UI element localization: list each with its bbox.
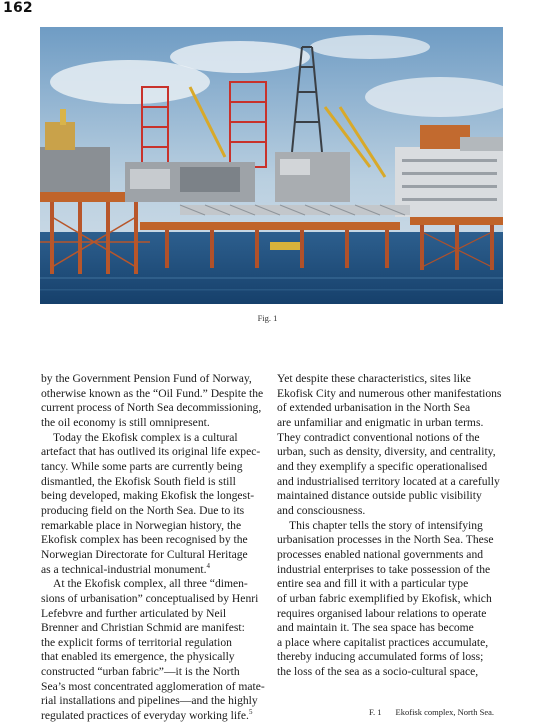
text-line-content: and maintain it. The sea space has become: [277, 621, 474, 635]
text-line-content: sions of urbanisation” conceptualised by Henri: [41, 591, 259, 605]
text-line: [277, 665, 502, 680]
text-line-content: by the Government Pension Fund of Norway,: [41, 372, 252, 385]
text-line: [277, 372, 502, 387]
text-line-content: Yet despite these characteristics, sites like: [277, 372, 471, 385]
text-line: [277, 489, 502, 504]
text-line-content: that enabled its emergence, the physically: [41, 650, 235, 664]
text-line: [41, 592, 273, 607]
text-line: [41, 519, 273, 534]
text-line: [277, 445, 502, 460]
text-line-content: being developed, making Ekofisk the longest-: [41, 489, 255, 503]
text-line: [277, 401, 502, 416]
text-line-content: Today the Ekofisk complex is a cultural: [53, 430, 238, 444]
text-line-content: thereby inducing accumulated forms of loss;: [277, 650, 484, 664]
text-line: [41, 650, 273, 665]
text-line-content: entire sea and fill it with a particular type: [277, 577, 469, 591]
figure-caption: [369, 707, 494, 717]
text-line: [277, 460, 502, 475]
text-line-content: Ekofisk complex has been recognised by the: [41, 533, 248, 547]
text-line-content: the explicit forms of territorial regulation: [41, 635, 232, 649]
text-line: [41, 563, 273, 578]
text-line: [277, 607, 502, 622]
text-line: [277, 431, 502, 446]
page-number: 162: [3, 0, 33, 16]
text-line-content: This chapter tells the story of intensifying: [289, 518, 483, 532]
text-line-content: urban, such as density, diversity, and centrality,: [277, 445, 496, 459]
text-line-content: requires organised labour relations to operate: [277, 606, 487, 620]
text-line: [277, 387, 502, 402]
text-line: [41, 489, 273, 504]
text-line: [277, 519, 502, 534]
text-line-content: of urban fabric exemplified by Ekofisk, which: [277, 591, 492, 605]
figure-label: Fig. 1: [257, 313, 278, 323]
text-line: [277, 621, 502, 636]
right-text-column: [277, 372, 502, 680]
text-line: [277, 475, 502, 490]
text-line: [41, 680, 273, 695]
text-line-content: a place where capitalist practices accumulate,: [277, 635, 489, 649]
text-line: [41, 416, 273, 431]
text-line: [41, 504, 273, 519]
text-line: [41, 401, 273, 416]
text-line-content: of extended urbanisation in the North Sea: [277, 401, 471, 415]
text-line: [41, 636, 273, 651]
text-line: [41, 431, 273, 446]
caption-number: F. 1: [369, 707, 382, 717]
text-line-content: producing field on the North Sea. Due to its: [41, 503, 245, 517]
text-line: [41, 372, 273, 387]
left-text-column: [41, 372, 273, 724]
text-line: [41, 387, 273, 402]
text-line-content: current process of North Sea decommissioning,: [41, 401, 262, 415]
text-line-content: artefact that has outlived its original life expec-: [41, 445, 261, 459]
text-line-content: tancy. While some parts are currently being: [41, 459, 243, 473]
text-line: [277, 548, 502, 563]
text-line: [277, 563, 502, 578]
text-line-content: Norwegian Directorate for Cultural Heritage: [41, 547, 248, 561]
text-line-content: otherwise known as the “Oil Fund.” Despite the: [41, 386, 264, 400]
text-line: [41, 577, 273, 592]
text-line-content: rial installations and pipelines—and the highly: [41, 694, 258, 708]
text-line-content: industrial enterprises to take possession of the: [277, 562, 491, 576]
footnote-marker: 5: [248, 708, 253, 717]
text-line: [277, 592, 502, 607]
text-line: [41, 460, 273, 475]
caption-text: Ekofisk complex, North Sea.: [395, 707, 494, 717]
text-line: [277, 533, 502, 548]
text-line-content: Brenner and Christian Schmid are manifest:: [41, 621, 245, 635]
text-line-content: are unfamiliar and enigmatic in urban terms.: [277, 415, 484, 429]
text-line-content: and they exemplify a specific operationalised: [277, 459, 488, 473]
text-line: [41, 533, 273, 548]
text-line-content: dismantled, the Ekofisk South field is still: [41, 474, 236, 488]
text-line: [41, 607, 273, 622]
text-line-content: remarkable place in Norwegian history, the: [41, 518, 242, 532]
text-line: [277, 416, 502, 431]
text-line-content: Ekofisk City and numerous other manifestations: [277, 386, 502, 400]
ekofisk-platform-photo: [40, 27, 503, 304]
text-line: [41, 475, 273, 490]
text-line: [41, 709, 273, 724]
text-line-content: the loss of the sea as a socio-cultural space,: [277, 665, 479, 679]
text-line-content: They contradict conventional notions of the: [277, 430, 480, 444]
text-line-content: Sea’s most concentrated agglomeration of mate-: [41, 679, 265, 693]
text-line-content: regulated practices of everyday working life.: [41, 709, 249, 723]
text-line: [41, 665, 273, 680]
text-line: [41, 694, 273, 709]
text-line-content: processes enabled national governments and: [277, 547, 484, 561]
text-line-content: the oil economy is still omnipresent.: [41, 415, 210, 429]
text-line: [277, 636, 502, 651]
text-line: [277, 650, 502, 665]
text-line: [41, 445, 273, 460]
text-line: [41, 621, 273, 636]
text-line-content: and consciousness.: [277, 503, 366, 517]
text-line-content: At the Ekofisk complex, all three “dimen-: [53, 577, 248, 591]
text-line: [41, 548, 273, 563]
text-line-content: urbanisation processes in the North Sea. These: [277, 533, 494, 547]
footnote-marker: 4: [206, 561, 210, 570]
text-line-content: and industrialised territory located at a carefully: [277, 474, 500, 488]
figure-photo: [40, 27, 503, 304]
text-line: [277, 577, 502, 592]
text-line-content: maintained distance outside public visibility: [277, 489, 482, 503]
text-line: [277, 504, 502, 519]
text-line-content: constructed “urban fabric”—it is the North: [41, 665, 240, 679]
text-line-content: Lefebvre and further articulated by Neil: [41, 606, 227, 620]
text-line-content: as a technical-industrial monument.: [41, 562, 207, 576]
